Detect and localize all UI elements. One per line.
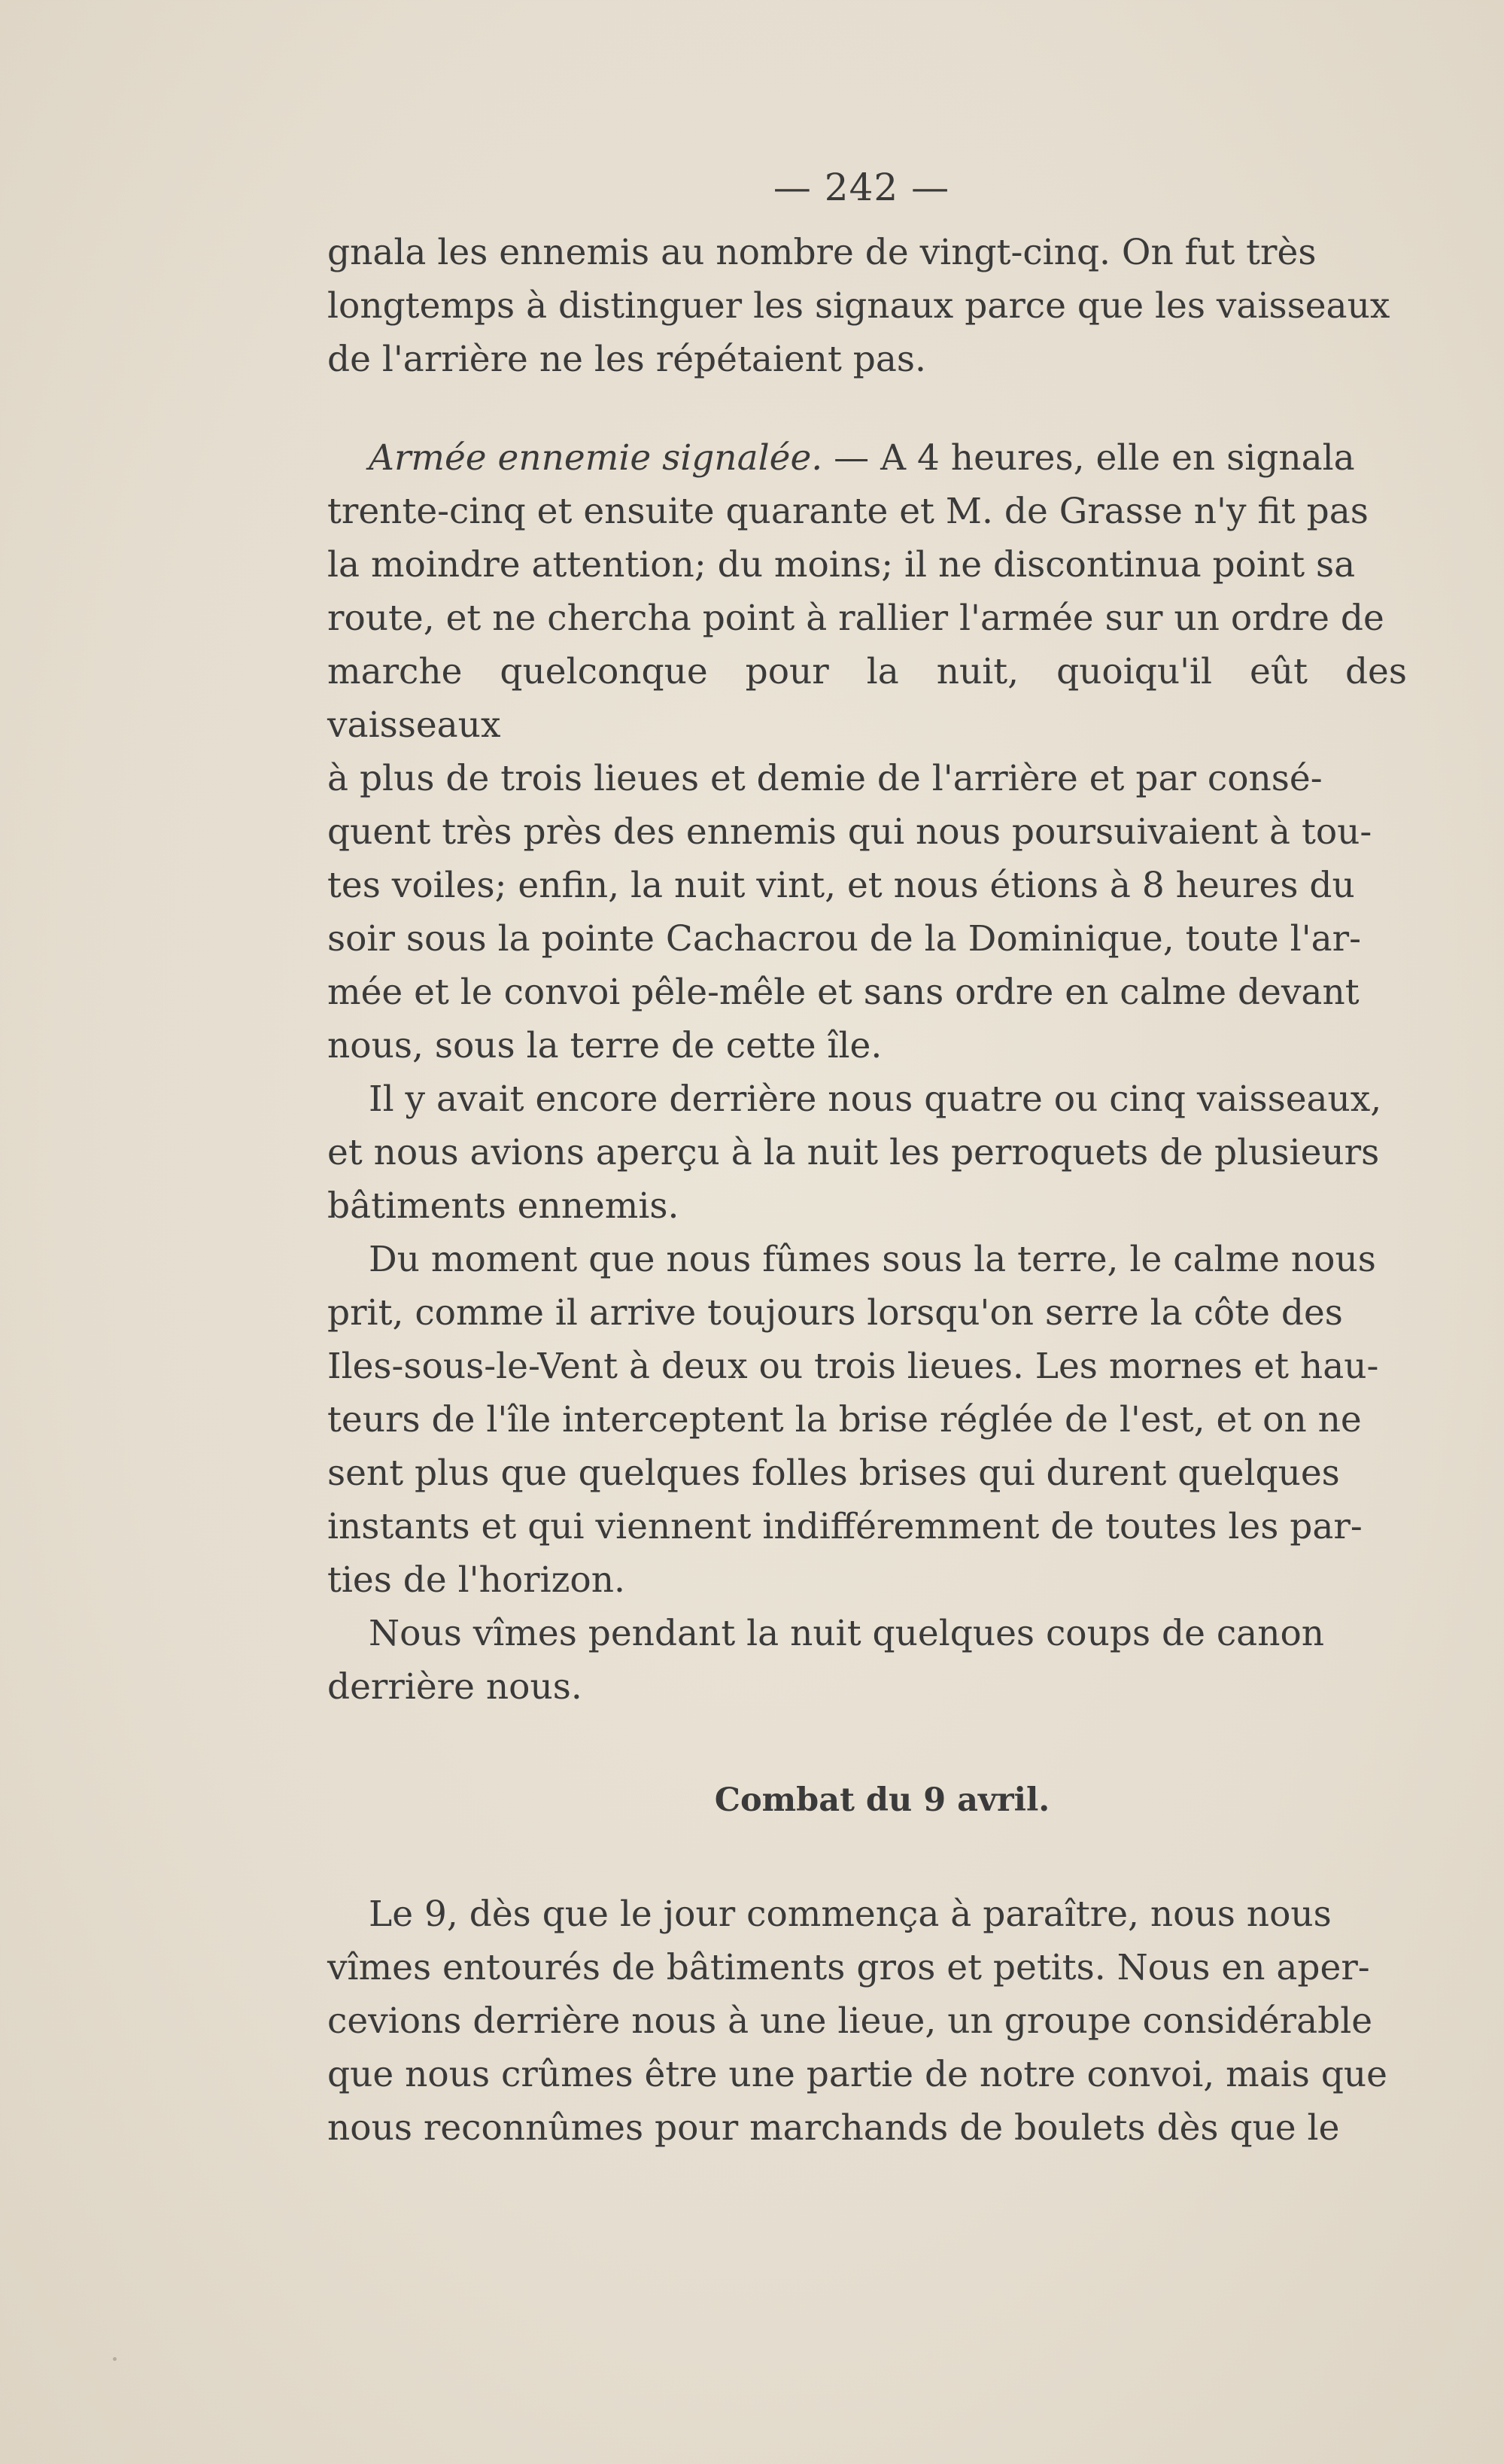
- paragraph-3: [327, 1072, 1407, 1233]
- text-line: route, et ne chercha point à rallier l'armée sur un ordre de: [327, 598, 1384, 639]
- text-line: trente-cinq et ensuite quarante et M. de Grasse n'y fit pas: [327, 491, 1369, 532]
- section-gap: [327, 1714, 1407, 1774]
- text-line: marche quelconque pour la nuit, quoiqu'il eût des vaisseaux: [327, 651, 1407, 746]
- side-heading: Armée ennemie signalée.: [369, 437, 823, 479]
- text-line: que nous crûmes être une partie de notre convoi, mais que: [327, 2054, 1387, 2095]
- section-gap: [327, 1827, 1407, 1888]
- text-line: à plus de trois lieues et demie de l'arrière et par consé-: [327, 758, 1323, 799]
- section-heading: Combat du 9 avril.: [714, 1781, 1050, 1819]
- text-line: cevions derrière nous à une lieue, un groupe considérable: [327, 2000, 1373, 2042]
- paragraph-6: [327, 1888, 1407, 2155]
- text-line: Nous vîmes pendant la nuit quelques coups de canon: [369, 1613, 1325, 1654]
- paragraph-gap: [327, 386, 1407, 431]
- text-line: et nous avions aperçu à la nuit les perroquets de plusieurs: [327, 1132, 1380, 1173]
- text-line: tes voiles; enfin, la nuit vint, et nous étions à 8 heures du: [327, 865, 1355, 906]
- text-line: gnala les ennemis au nombre de vingt-cinq. On fut très: [327, 232, 1317, 273]
- text-line: la moindre attention; du moins; il ne discontinua point sa: [327, 544, 1356, 586]
- text-line: nous reconnûmes pour marchands de boulets dès que le: [327, 2107, 1340, 2149]
- body-text: [327, 226, 1407, 2155]
- paper-speck: [113, 2357, 117, 2361]
- text-line: Le 9, dès que le jour commença à paraître, nous nous: [369, 1894, 1332, 1935]
- paragraph-5: [327, 1607, 1407, 1714]
- text-line: quent très près des ennemis qui nous poursuivaient à tou-: [327, 811, 1372, 853]
- text-line: Iles-sous-le-Vent à deux ou trois lieues. Les mornes et hau-: [327, 1346, 1379, 1387]
- text-line: ties de l'horizon.: [327, 1559, 625, 1601]
- text-line: sent plus que quelques folles brises qui durent quelques: [327, 1453, 1340, 1494]
- paragraph-4: [327, 1233, 1407, 1607]
- text-line: nous, sous la terre de cette île.: [327, 1025, 883, 1066]
- text-line: mée et le convoi pêle-mêle et sans ordre en calme devant: [327, 972, 1360, 1013]
- text-line: soir sous la pointe Cachacrou de la Dominique, toute l'ar-: [327, 918, 1361, 960]
- text-line: Il y avait encore derrière nous quatre ou cinq vaisseaux,: [369, 1078, 1382, 1120]
- text-line: longtemps à distinguer les signaux parce que les vaisseaux: [327, 285, 1390, 327]
- paragraph-2: [327, 431, 1407, 1072]
- text-line: Du moment que nous fûmes sous la terre, le calme nous: [369, 1239, 1376, 1280]
- page-number: — 242 —: [773, 166, 950, 209]
- text-line: vîmes entourés de bâtiments gros et petits. Nous en aper-: [327, 1947, 1370, 1988]
- text-line: bâtiments ennemis.: [327, 1185, 679, 1227]
- text-line: derrière nous.: [327, 1666, 582, 1708]
- text-line: — A 4 heures, elle en signala: [822, 437, 1355, 479]
- paragraph-1: [327, 226, 1407, 386]
- text-line: de l'arrière ne les répétaient pas.: [327, 339, 926, 380]
- text-line: prit, comme il arrive toujours lorsqu'on serre la côte des: [327, 1292, 1343, 1334]
- text-line: instants et qui viennent indifféremment de toutes les par-: [327, 1506, 1363, 1547]
- text-line: teurs de l'île interceptent la brise réglée de l'est, et on ne: [327, 1399, 1362, 1440]
